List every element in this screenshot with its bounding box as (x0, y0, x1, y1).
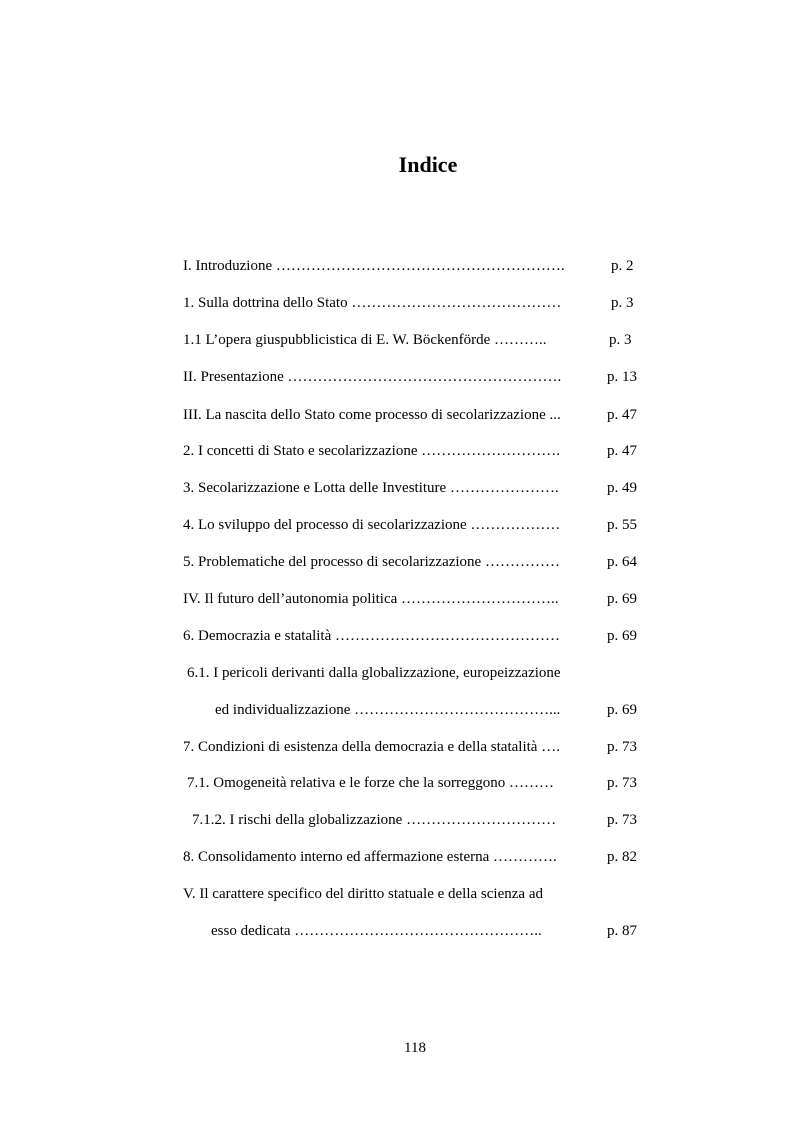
toc-entry-page: p. 47 (607, 443, 637, 459)
toc-entry (183, 919, 663, 943)
toc-entry (183, 513, 663, 537)
toc-entry-text: 7.1. Omogeneità relativa e le forze che la sorreggono ……… (187, 775, 554, 791)
toc-entry-page: p. 49 (607, 480, 637, 496)
toc-entry-text: 7. Condizioni di esistenza della democrazia e della statalità …. (183, 739, 560, 755)
toc-entry-page: p. 69 (607, 591, 637, 607)
page-title: Indice (398, 152, 458, 177)
toc-entry-text: IV. Il futuro dell’autonomia politica ………………………….. (183, 591, 559, 607)
toc-entry-text: esso dedicata ………………………………………….. (211, 923, 542, 939)
toc-entry-text: 7.1.2. I rischi della globalizzazione ………………………… (192, 812, 557, 828)
toc-entry (183, 698, 663, 722)
toc-entry-text: 5. Problematiche del processo di secolarizzazione …………… (183, 554, 560, 570)
toc-entry-page: p. 82 (607, 849, 637, 865)
toc-entry (183, 882, 663, 906)
toc-entry-text: 6. Democrazia e statalità ……………………………………… (183, 628, 561, 644)
toc-entry (183, 476, 663, 500)
toc-entry-page: p. 64 (607, 554, 637, 570)
toc-entry-page: p. 73 (607, 775, 637, 791)
toc-entry-text: III. La nascita dello Stato come processo di secolarizzazione ... (183, 407, 561, 423)
page-number: 118 (404, 1040, 426, 1056)
toc-entry-text: 3. Secolarizzazione e Lotta delle Investiture …………………. (183, 480, 559, 496)
toc-entry (183, 403, 663, 427)
toc-entry-text: ed individualizzazione …………………………………... (215, 702, 561, 718)
toc-entry-text: 2. I concetti di Stato e secolarizzazione ………………………. (183, 443, 560, 459)
toc-entry (183, 328, 663, 352)
toc-entry (183, 365, 663, 389)
toc-entry-text: 6.1. I pericoli derivanti dalla globalizzazione, europeizzazione (187, 665, 561, 681)
toc-entry-page: p. 3 (611, 295, 634, 311)
toc-entry-text: 1. Sulla dottrina dello Stato …………………………………… (183, 295, 562, 311)
toc-entry (183, 624, 663, 648)
toc-entry-text: I. Introduzione …………………………………………………. (183, 258, 565, 274)
toc-entry-page: p. 69 (607, 628, 637, 644)
toc-entry (183, 808, 663, 832)
toc-entry-page: p. 55 (607, 517, 637, 533)
toc-entry (183, 550, 663, 574)
toc-entry (183, 439, 663, 463)
toc-entry-text: 1.1 L’opera giuspubblicistica di E. W. Böckenförde ……….. (183, 332, 547, 348)
toc-entry (183, 291, 663, 315)
toc-entry-text: V. Il carattere specifico del diritto statuale e della scienza ad (183, 886, 543, 902)
toc-entry-page: p. 73 (607, 739, 637, 755)
toc-entry-page: p. 87 (607, 923, 637, 939)
toc-entry-page: p. 13 (607, 369, 637, 385)
toc-entry (187, 661, 663, 685)
toc-entry-page: p. 47 (607, 407, 637, 423)
toc-entry (183, 254, 663, 278)
toc-entry-page: p. 69 (607, 702, 637, 718)
toc-entry (183, 845, 663, 869)
toc-entry-text: II. Presentazione ………………………………………………. (183, 369, 562, 385)
toc-entry-page: p. 3 (609, 332, 632, 348)
toc-entry-text: 8. Consolidamento interno ed affermazione esterna …………. (183, 849, 557, 865)
toc-entry (183, 735, 663, 759)
toc-entry (183, 587, 663, 611)
toc-entry-text: 4. Lo sviluppo del processo di secolarizzazione ……………… (183, 517, 561, 533)
toc-entry (183, 771, 663, 795)
toc-entry-page: p. 73 (607, 812, 637, 828)
toc-entry-page: p. 2 (611, 258, 634, 274)
